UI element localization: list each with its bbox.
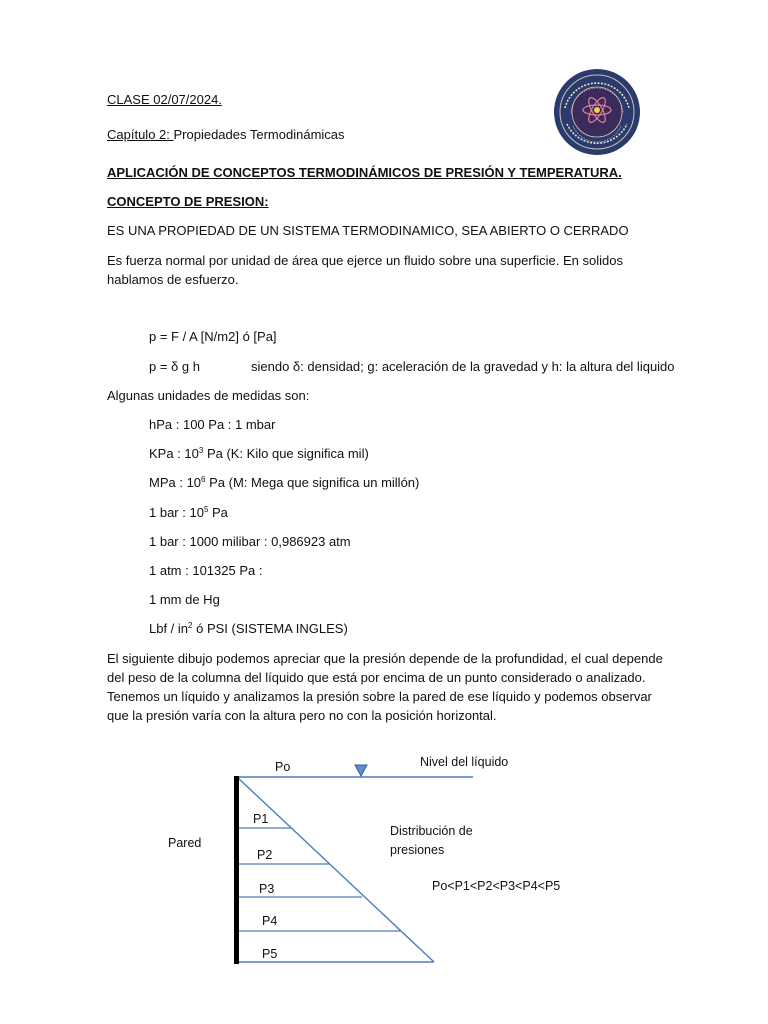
label-p3: P3 [259,882,275,896]
unit-psi-base: Lbf / in [149,621,189,636]
unit-atm: 1 atm : 101325 Pa : [149,563,263,578]
definition-line: ES UNA PROPIEDAD DE UN SISTEMA TERMODINAMICO, SEA ABIERTO O CERRADO [107,223,629,238]
label-p1: P1 [253,812,269,826]
label-p5: P5 [262,947,278,961]
unit-bar-suffix: Pa [208,505,228,520]
wall [234,776,239,964]
explanation-paragraph: Es fuerza normal por unidad de área que ejerce un fluido sobre una superficie. En solidos hablamos de esfuerzo. [107,253,623,287]
unit-bar [149,505,228,521]
unit-milibar: 1 bar : 1000 milibar : 0,986923 atm [149,534,351,549]
label-po: Po [275,760,291,774]
class-date: CLASE 02/07/2024. [107,92,222,107]
unit-kpa-note: Pa (K: Kilo que significa mil) [203,446,369,461]
formula-hydrostatic: p = δ g h [149,359,200,374]
label-distribution-line2: presiones [390,843,445,857]
institution-seal-logo [553,68,641,156]
liquid-level-triangle-icon [355,765,367,776]
unit-hpa: hPa : 100 Pa : 1 mbar [149,417,276,432]
unit-psi-note: ó PSI (SISTEMA INGLES) [192,621,348,636]
label-p4: P4 [262,914,278,928]
unit-bar-base: 1 bar : 10 [149,505,204,520]
label-liquid-level: Nivel del líquido [420,755,509,769]
label-distribution-line1: Distribución de [390,824,473,838]
label-p2: P2 [257,848,273,862]
unit-kpa [149,446,369,462]
unit-mpa-exponent: 6 [201,475,206,484]
section-heading: CONCEPTO DE PRESION: [107,194,269,209]
unit-kpa-exponent: 3 [198,446,204,455]
chapter-line [107,127,345,143]
unit-psi-exponent: 2 [188,621,193,630]
unit-mpa [149,475,419,491]
chapter-prefix: Capítulo 2: [107,127,174,142]
unit-mpa-base: MPa : 10 [149,475,202,490]
units-intro: Algunas unidades de medidas son: [107,388,310,403]
formula-hydrostatic-note: siendo δ: densidad; g: aceleración de la gravedad y h: la altura del liquido [251,359,675,374]
formula-force-area: p = F / A [N/m2] ó [Pa] [149,329,277,344]
depth-explanation-paragraph: El siguiente dibujo podemos apreciar que la presión depende de la profundidad, el cual depende del peso de la columna del líquido que está por encima de un punto considerado o analizado. Tenemos un líquido y analizamos la presión sobre la pared de ese líquido y podemos observar que la presión varía con la altura pero no con la posición horizontal. [107,651,663,723]
unit-mpa-note: Pa (M: Mega que significa un millón) [205,475,420,490]
main-heading: APLICACIÓN DE CONCEPTOS TERMODINÁMICOS DE PRESIÓN Y TEMPERATURA. [107,165,622,180]
chapter-title: Propiedades Termodinámicas [173,127,345,142]
label-wall: Pared [168,836,202,850]
unit-kpa-base: KPa : 10 [149,446,199,461]
unit-psi [149,621,348,637]
pressure-distribution-hypotenuse [237,777,434,962]
label-pressure-order: Po<P1<P2<P3<P4<P5 [432,879,561,893]
pressure-distribution-diagram [0,740,768,980]
unit-mmhg: 1 mm de Hg [149,592,220,607]
unit-bar-exponent: 5 [203,505,209,514]
